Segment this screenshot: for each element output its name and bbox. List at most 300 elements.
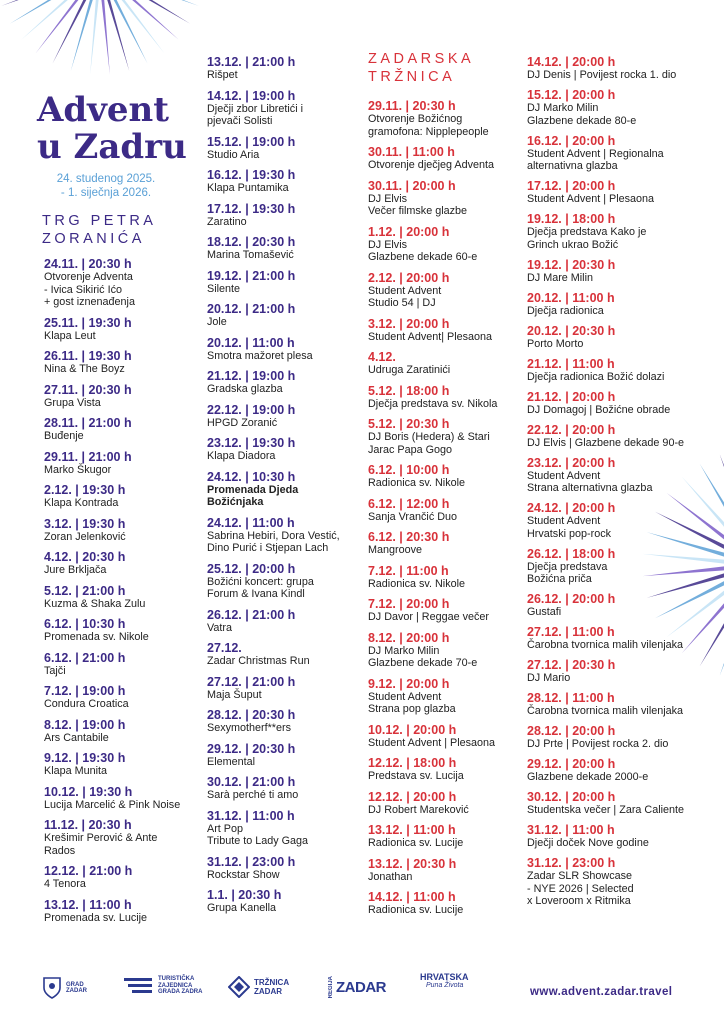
event-item xyxy=(44,718,194,745)
event-item xyxy=(207,135,367,162)
event-date: 4.12. xyxy=(368,350,396,364)
event-date: 27.12. | 20:30 h xyxy=(527,658,616,672)
event-item xyxy=(207,888,367,915)
event-description: Dino Purić i Stjepan Lach xyxy=(207,542,329,554)
event-description: Sexymotherf**ers xyxy=(207,722,292,734)
event-date: 9.12. | 20:00 h xyxy=(368,676,450,691)
event-item xyxy=(207,809,367,848)
event-date: 20.12. | 20:30 h xyxy=(527,323,616,338)
event-date: 2.12. | 19:30 h xyxy=(44,483,126,497)
event-item xyxy=(44,651,194,678)
logo-regija-small: REGIJA xyxy=(328,976,334,999)
trznica-events-column-1 xyxy=(368,99,523,924)
event-description: Božićni koncert: grupa xyxy=(207,575,314,588)
event-item xyxy=(527,547,717,586)
event-description: Božićna priča xyxy=(527,573,592,585)
date-range-end: - 1. siječnja 2026. xyxy=(60,187,152,199)
event-date: 14.12. | 20:00 h xyxy=(527,55,616,69)
event-description: Smotra mažoret plesa xyxy=(207,349,313,362)
event-date: 29.12. | 20:30 h xyxy=(207,741,296,756)
event-item xyxy=(44,684,194,711)
event-description: Dječji zbor Libretići i xyxy=(207,102,304,115)
event-item xyxy=(527,757,717,784)
event-date: 31.12. | 11:00 h xyxy=(207,808,295,823)
event-description: Zadar Christmas Run xyxy=(207,655,310,667)
event-date: 15.12. | 20:00 h xyxy=(527,88,616,102)
event-item xyxy=(207,855,367,882)
event-description: Strana pop glazba xyxy=(368,703,456,715)
event-date: 27.12. | 21:00 h xyxy=(207,674,296,689)
event-description: Promenada sv. Lucije xyxy=(44,911,148,924)
event-description: Buđenje xyxy=(44,430,84,442)
event-date: 6.12. | 10:30 h xyxy=(44,617,126,631)
logo-hrvatska[interactable] xyxy=(420,972,469,989)
event-description: gramofona: Nipplepeople xyxy=(368,125,489,138)
event-item xyxy=(44,517,194,544)
event-description: Vatra xyxy=(207,621,233,634)
event-description: Glazbene dekade 80-e xyxy=(527,114,637,127)
event-item xyxy=(527,88,717,127)
event-item xyxy=(527,258,717,285)
event-item xyxy=(527,823,717,850)
event-date: 21.12. | 19:00 h xyxy=(207,369,296,383)
event-description: Student Advent | Plesaona xyxy=(527,193,655,205)
event-date: 11.12. | 20:30 h xyxy=(44,818,132,832)
logo-hrvatska-text: HRVATSKA xyxy=(420,972,469,982)
event-description: Marina Tomašević xyxy=(207,249,294,261)
event-date: 26.12. | 18:00 h xyxy=(527,546,616,561)
event-date: 18.12. | 20:30 h xyxy=(207,235,296,249)
tz-zadar-mark-icon xyxy=(124,976,154,996)
logo-trznica-zadar[interactable] xyxy=(228,976,289,998)
event-date: 10.12. | 20:00 h xyxy=(368,722,457,737)
event-description: DJ Domagoj | Božićne obrade xyxy=(527,403,671,416)
event-description: Klapa Munita xyxy=(44,765,108,777)
event-description: Student Advent| Plesaona xyxy=(368,330,493,343)
rosette-petal xyxy=(71,0,97,71)
event-description: Tribute to Lady Gaga xyxy=(207,835,309,847)
section-title-trznica xyxy=(368,50,474,86)
event-date: 28.12. | 20:00 h xyxy=(527,724,616,738)
event-date: 22.12. | 19:00 h xyxy=(207,402,296,417)
event-description: Radionica sv. Nikole xyxy=(368,477,466,489)
event-item xyxy=(368,99,523,138)
event-date: 2.12. | 20:00 h xyxy=(368,270,450,285)
event-date: 21.12. | 11:00 h xyxy=(527,356,615,371)
event-date: 7.12. | 11:00 h xyxy=(368,563,449,578)
event-item xyxy=(44,864,194,891)
footer xyxy=(0,968,724,1018)
event-description: Student Advent | Regionalna xyxy=(527,147,664,160)
logo-grad-zadar[interactable] xyxy=(42,976,87,1000)
event-description: Tajči xyxy=(44,664,66,677)
event-date: 20.12. | 11:00 h xyxy=(527,290,615,305)
event-description: Strana alternativna glazba xyxy=(527,482,653,494)
event-item xyxy=(207,336,367,363)
date-range-start: 24. studenog 2025. xyxy=(56,173,156,185)
rosette-petal xyxy=(90,0,100,75)
event-date: 30.11. | 11:00 h xyxy=(368,145,455,159)
event-description: Studentska večer | Zara Caliente xyxy=(527,804,685,816)
event-date: 15.12. | 19:00 h xyxy=(207,134,296,149)
event-description: Otvorenje dječjeg Adventa xyxy=(368,159,495,171)
event-item xyxy=(527,856,717,908)
event-item xyxy=(44,483,194,510)
event-description: Studio 54 | DJ xyxy=(368,297,436,309)
event-date: 19.12. | 18:00 h xyxy=(527,212,616,226)
event-description: Otvorenje Božićnog xyxy=(368,113,463,125)
event-item xyxy=(527,291,717,318)
event-date: 25.11. | 19:30 h xyxy=(44,315,132,330)
website-link[interactable]: www.advent.zadar.travel xyxy=(530,986,673,998)
event-description: DJ Marko Milin xyxy=(527,102,599,114)
event-description: Mangroove xyxy=(368,544,423,556)
event-date: 26.12. | 20:00 h xyxy=(527,592,616,606)
event-date: 16.12. | 20:00 h xyxy=(527,133,616,148)
event-item xyxy=(368,530,523,557)
event-description: Dječja predstava xyxy=(527,560,608,573)
event-description: Radionica sv. Lucije xyxy=(368,837,464,849)
event-item xyxy=(368,564,523,591)
event-description: pjevači Solisti xyxy=(207,115,273,127)
event-item xyxy=(44,349,194,376)
event-item xyxy=(368,145,523,172)
section-title-trg-line-1: TRG PETRA xyxy=(42,213,157,229)
event-description: - NYE 2026 | Selected xyxy=(527,882,634,895)
event-description: Jole xyxy=(207,316,227,328)
event-item xyxy=(527,423,717,450)
event-item xyxy=(207,775,367,802)
event-description: Klapa Diadora xyxy=(207,450,276,462)
logo-grad-zadar-line-2: ZADAR xyxy=(66,988,87,994)
event-description: Studio Aria xyxy=(207,148,260,161)
event-description: Condura Croatica xyxy=(44,698,129,710)
logo-regija-zadar[interactable] xyxy=(328,976,386,998)
event-date: 14.12. | 19:00 h xyxy=(207,88,296,103)
event-description: Nina & The Boyz xyxy=(44,363,125,375)
event-date: 27.11. | 20:30 h xyxy=(44,382,132,397)
event-description: Klapa Leut xyxy=(44,329,96,342)
event-description: Dječja radionica Božić dolazi xyxy=(527,370,665,383)
section-title-trznica-line-1: ZADARSKA xyxy=(368,51,475,67)
event-date: 29.12. | 20:00 h xyxy=(527,757,616,771)
event-item xyxy=(207,168,367,195)
logo-tz-line-2: ZAJEDNICA xyxy=(158,982,193,989)
event-description: Dječja predstava sv. Nikola xyxy=(368,397,498,410)
event-description: DJ Prte | Povijest rocka 2. dio xyxy=(527,738,669,750)
event-description: Jarac Papa Gogo xyxy=(368,443,453,456)
event-date: 29.11. | 20:30 h xyxy=(368,99,456,113)
event-description: Glazbene dekade 70-e xyxy=(368,657,478,669)
event-item xyxy=(44,257,194,309)
event-description: Marko Škugor xyxy=(44,463,112,476)
event-description: Lucija Marcelić & Pink Noise xyxy=(44,798,181,811)
event-date: 19.12. | 20:30 h xyxy=(527,257,616,272)
event-date: 31.12. | 23:00 h xyxy=(207,854,296,869)
event-item xyxy=(527,790,717,817)
event-description: Zadar SLR Showcase xyxy=(527,870,633,882)
trg-events-column-1 xyxy=(44,257,194,931)
event-description: Klapa Puntamika xyxy=(207,182,289,194)
event-date: 17.12. | 20:00 h xyxy=(527,179,616,193)
event-description: Student Advent | Plesaona xyxy=(368,736,496,749)
event-date: 5.12. | 20:30 h xyxy=(368,417,450,431)
trg-events-column-2 xyxy=(207,55,367,922)
event-description: + gost iznenađenja xyxy=(44,296,135,308)
event-date: 6.12. | 12:00 h xyxy=(368,496,450,511)
event-description: Maja Šuput xyxy=(207,688,262,701)
event-description: Student Advent xyxy=(368,284,442,297)
event-item xyxy=(368,677,523,716)
event-item xyxy=(527,724,717,751)
event-item xyxy=(44,898,194,925)
event-item xyxy=(368,823,523,850)
event-item xyxy=(527,324,717,351)
event-description: Čarobna tvornica malih vilenjaka xyxy=(527,639,684,651)
event-description: Jonathan xyxy=(368,870,413,883)
event-date: 29.11. | 21:00 h xyxy=(44,449,132,464)
trznica-mark-icon xyxy=(228,976,250,998)
title-line-2: u Zadru xyxy=(37,127,187,167)
event-description: Sarà perché ti amo xyxy=(207,789,299,801)
event-item xyxy=(368,756,523,783)
event-item xyxy=(368,857,523,884)
event-date: 28.11. | 21:00 h xyxy=(44,416,132,430)
event-description: Elemental xyxy=(207,755,256,768)
event-date: 26.12. | 21:00 h xyxy=(207,607,296,622)
event-item xyxy=(207,403,367,430)
event-date: 13.12. | 11:00 h xyxy=(368,823,456,837)
event-description: Rišpet xyxy=(207,69,238,81)
rosette-petal xyxy=(112,0,178,40)
event-date: 13.12. | 21:00 h xyxy=(207,55,296,69)
event-date: 30.11. | 20:00 h xyxy=(368,178,456,193)
event-item xyxy=(207,269,367,296)
event-item xyxy=(44,584,194,611)
event-item xyxy=(207,608,367,635)
event-item xyxy=(527,625,717,652)
event-item xyxy=(527,55,717,82)
event-item xyxy=(368,790,523,817)
event-date: 12.12. | 20:00 h xyxy=(368,789,457,804)
event-description: Krešimir Perović & Ante xyxy=(44,832,158,844)
logo-regija-big: ZADAR xyxy=(336,978,386,996)
event-description: Radionica sv. Nikole xyxy=(368,577,466,590)
event-date: 24.12. | 11:00 h xyxy=(207,515,295,530)
section-title-trznica-line-2: TRŽNICA xyxy=(368,69,456,85)
event-item xyxy=(207,302,367,329)
event-item xyxy=(368,631,523,670)
event-date: 8.12. | 19:00 h xyxy=(44,717,126,732)
event-description: DJ Mario xyxy=(527,672,571,684)
event-item xyxy=(44,818,194,857)
event-date: 8.12. | 20:00 h xyxy=(368,630,450,645)
event-description: Glazbene dekade 2000-e xyxy=(527,771,649,783)
event-description: Zoran Jelenković xyxy=(44,530,126,543)
event-date: 24.11. | 20:30 h xyxy=(44,257,132,271)
event-date: 24.12. | 20:00 h xyxy=(527,501,616,515)
event-item xyxy=(207,235,367,262)
event-description: DJ Marko Milin xyxy=(368,644,440,657)
trznica-events-column-2 xyxy=(527,55,717,914)
event-date: 25.12. | 20:00 h xyxy=(207,561,296,576)
event-description: Grupa Kanella xyxy=(207,902,277,914)
event-item xyxy=(527,134,717,173)
event-date: 17.12. | 19:30 h xyxy=(207,201,296,216)
event-item xyxy=(368,890,523,917)
event-item xyxy=(44,550,194,577)
event-item xyxy=(368,417,523,456)
logo-turisticka-zajednica[interactable] xyxy=(124,976,202,996)
event-date: 28.12. | 11:00 h xyxy=(527,691,615,705)
event-item xyxy=(207,55,367,82)
event-item xyxy=(44,416,194,443)
section-title-trg-line-2: ZORANIĆA xyxy=(42,231,145,247)
event-date: 6.12. | 20:30 h xyxy=(368,530,450,544)
event-date: 19.12. | 21:00 h xyxy=(207,268,296,283)
event-date: 20.12. | 11:00 h xyxy=(207,335,295,350)
event-description: Silente xyxy=(207,282,241,295)
event-date: 24.12. | 10:30 h xyxy=(207,469,296,484)
event-date: 26.11. | 19:30 h xyxy=(44,349,132,363)
event-description: Jure Brkljača xyxy=(44,564,107,576)
event-item xyxy=(207,470,367,509)
event-date: 5.12. | 21:00 h xyxy=(44,583,126,598)
event-item xyxy=(527,212,717,251)
event-item xyxy=(207,562,367,601)
rosette-petal xyxy=(21,0,87,40)
event-item xyxy=(368,179,523,218)
event-item xyxy=(368,271,523,310)
event-item xyxy=(527,592,717,619)
event-description: Hrvatski pop-rock xyxy=(527,527,611,540)
logo-tz-line-3: GRADA ZADRA xyxy=(158,989,203,996)
title-line-1: Advent xyxy=(37,90,169,130)
event-item xyxy=(207,369,367,396)
event-date: 7.12. | 19:00 h xyxy=(44,684,126,698)
event-item xyxy=(527,357,717,384)
rosette-petal xyxy=(110,0,165,53)
event-description: Student Advent xyxy=(527,515,601,527)
event-item xyxy=(207,708,367,735)
event-description: Rockstar Show xyxy=(207,868,280,881)
event-date: 30.12. | 20:00 h xyxy=(527,790,616,804)
event-description: HPGD Zoranić xyxy=(207,416,278,429)
event-date: 3.12. | 19:30 h xyxy=(44,516,126,531)
event-item xyxy=(44,383,194,410)
event-date: 10.12. | 19:30 h xyxy=(44,784,133,799)
logo-trznica-line-1: TRŽNICA xyxy=(254,978,290,987)
event-date: 27.12. xyxy=(207,641,242,655)
event-description: DJ Mare Milin xyxy=(527,271,593,284)
event-description: Dječja radionica xyxy=(527,304,604,317)
event-date: 20.12. | 21:00 h xyxy=(207,302,296,316)
event-item xyxy=(207,641,367,668)
event-description: Student Advent xyxy=(527,469,601,482)
rosette-petal xyxy=(107,0,148,64)
event-description: DJ Elvis xyxy=(368,238,407,251)
event-description: alternativna glazba xyxy=(527,160,618,172)
event-item xyxy=(368,384,523,411)
event-description: Porto Morto xyxy=(527,337,584,350)
event-item xyxy=(207,202,367,229)
event-date: 9.12. | 19:30 h xyxy=(44,751,126,765)
event-item xyxy=(207,742,367,769)
event-description: Rados xyxy=(44,844,76,857)
event-item xyxy=(207,89,367,128)
logo-grad-zadar-line-1: GRAD xyxy=(66,981,84,988)
event-description: Gustafi xyxy=(527,606,562,618)
event-date: 31.12. | 23:00 h xyxy=(527,856,616,870)
rosette-petal xyxy=(36,0,91,53)
event-date: 7.12. | 20:00 h xyxy=(368,597,450,611)
event-description: Kuzma & Shaka Zulu xyxy=(44,597,146,610)
event-item xyxy=(368,597,523,624)
event-description: Grinch ukrao Božić xyxy=(527,238,619,251)
logo-hrvatska-slogan: Puna Života xyxy=(426,982,464,989)
event-description: Zaratino xyxy=(207,215,247,228)
event-description: Grupa Vista xyxy=(44,396,101,409)
event-date: 12.12. | 18:00 h xyxy=(368,756,457,770)
rosette-petal xyxy=(100,0,110,75)
event-date: 22.12. | 20:00 h xyxy=(527,422,616,437)
event-description: Dječji doček Nove godine xyxy=(527,837,649,849)
event-description: DJ Denis | Povijest rocka 1. dio xyxy=(527,69,677,81)
event-date: 31.12. | 11:00 h xyxy=(527,823,615,837)
logo-tz-line-1: TURISTIČKA xyxy=(158,976,195,983)
event-item xyxy=(44,617,194,644)
event-item xyxy=(368,723,523,750)
event-date: 12.12. | 21:00 h xyxy=(44,864,133,878)
event-description: DJ Elvis | Glazbene dekade 90-e xyxy=(527,436,685,449)
event-item xyxy=(527,456,717,495)
event-date: 27.12. | 11:00 h xyxy=(527,625,615,639)
event-description: Gradska glazba xyxy=(207,383,283,395)
rosette-top-decoration xyxy=(0,0,200,80)
event-item xyxy=(44,785,194,812)
event-description: Glazbene dekade 60-e xyxy=(368,251,478,263)
event-date: 6.12. | 10:00 h xyxy=(368,463,450,477)
event-item xyxy=(368,497,523,524)
event-description: Predstava sv. Lucija xyxy=(368,770,464,782)
event-item xyxy=(207,436,367,463)
event-item xyxy=(368,225,523,264)
event-item xyxy=(44,751,194,778)
event-item xyxy=(207,516,367,555)
event-item xyxy=(527,390,717,417)
event-description: x Loveroom x Ritmika xyxy=(527,895,631,907)
event-description: 4 Tenora xyxy=(44,878,86,890)
event-description: Ars Cantabile xyxy=(44,731,109,744)
event-description: Radionica sv. Lucije xyxy=(368,904,464,916)
event-description: Sanja Vrančić Duo xyxy=(368,510,458,523)
event-date: 3.12. | 20:00 h xyxy=(368,316,450,331)
grad-zadar-crest-icon xyxy=(42,976,62,1000)
rosette-petal xyxy=(52,0,93,64)
event-description: Čarobna tvornica malih vilenjaka xyxy=(527,705,684,717)
page-title xyxy=(37,92,187,166)
event-date: 30.12. | 21:00 h xyxy=(207,775,296,789)
event-date: 5.12. | 18:00 h xyxy=(368,383,450,398)
event-description: Forum & Ivana Kindl xyxy=(207,588,305,600)
event-item xyxy=(368,350,523,377)
event-date: 1.12. | 20:00 h xyxy=(368,224,450,239)
event-date: 13.12. | 20:30 h xyxy=(368,856,457,871)
event-description: Otvorenje Adventa xyxy=(44,271,133,283)
event-date: 4.12. | 20:30 h xyxy=(44,550,126,564)
event-description: Večer filmske glazbe xyxy=(368,205,468,217)
event-item xyxy=(527,691,717,718)
